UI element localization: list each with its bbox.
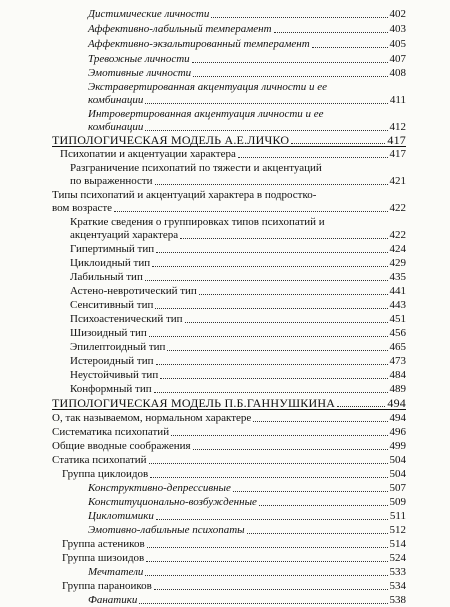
dot-leader <box>156 252 387 253</box>
toc-entry-title: Гипертимный тип <box>70 243 155 255</box>
dot-leader <box>155 184 388 185</box>
toc-entry[interactable] <box>70 243 406 256</box>
toc-entry[interactable] <box>70 341 406 354</box>
toc-entry-title: Группа астеников <box>62 538 145 550</box>
toc-entry-title: Типы психопатий и акцентуаций характера в подростко- <box>52 189 317 201</box>
toc-page-number: 451 <box>389 313 406 325</box>
toc-page-number: 403 <box>389 23 406 35</box>
toc-entry-title: Шизоидный тип <box>70 327 147 339</box>
toc-entry-title: Группа циклоидов <box>62 468 149 480</box>
toc-page-number: 509 <box>389 496 406 508</box>
toc-entry[interactable] <box>70 355 406 368</box>
dot-leader <box>274 32 388 33</box>
toc-entry-title: Мечтатели <box>88 566 144 578</box>
toc-entry[interactable] <box>60 148 406 161</box>
toc-page-number: 494 <box>389 412 406 424</box>
toc-entry[interactable] <box>88 38 406 51</box>
toc-page-number: 421 <box>389 175 406 187</box>
toc-entry[interactable] <box>70 369 406 382</box>
toc-entry[interactable] <box>88 94 406 107</box>
toc-page-number: 422 <box>389 202 406 214</box>
toc-entry-title: Психопатии и акцентуации характера <box>60 148 236 160</box>
toc-entry-title: Истероидный тип <box>70 355 154 367</box>
toc-entry-title: Интровертированная акцентуация личности и ее <box>88 108 324 120</box>
dot-leader <box>145 575 387 576</box>
toc-page-number: 412 <box>389 121 406 133</box>
toc-entry[interactable] <box>52 426 406 439</box>
toc-page-number: 499 <box>389 440 406 452</box>
toc-page-number: 465 <box>389 341 406 353</box>
toc-page-number: 407 <box>389 53 406 65</box>
toc-entry-title: Эмотивно-лабильные психопаты <box>88 524 245 536</box>
toc-entry-title: Тревожные личности <box>88 53 190 65</box>
dot-leader <box>247 533 388 534</box>
toc-entry[interactable] <box>70 313 406 326</box>
dot-leader <box>193 449 388 450</box>
dot-leader <box>199 294 388 295</box>
dot-leader <box>211 17 387 18</box>
dot-leader <box>154 589 388 590</box>
dot-leader <box>167 350 387 351</box>
dot-leader <box>152 266 387 267</box>
toc-entry[interactable] <box>70 299 406 312</box>
toc-entry-title: Астено-невротический тип <box>70 285 197 297</box>
toc-page-number: 417 <box>389 148 406 160</box>
dot-leader <box>155 308 387 309</box>
toc-page-number: 417 <box>387 133 406 147</box>
toc-entry[interactable] <box>88 566 406 579</box>
toc-entry[interactable] <box>70 271 406 284</box>
toc-entry-title: Дистимические личности <box>88 8 210 20</box>
toc-entry-title: Аффективно-лабильный темперамент <box>88 23 272 35</box>
toc-entry[interactable] <box>88 524 406 537</box>
toc-page-number: 408 <box>389 67 406 79</box>
toc-page-number: 496 <box>389 426 406 438</box>
dot-leader <box>154 392 388 393</box>
toc-entry[interactable] <box>88 67 406 80</box>
toc-page-number: 504 <box>389 468 406 480</box>
toc-entry[interactable] <box>52 454 406 467</box>
toc-page-number: 538 <box>389 594 406 606</box>
toc-entry[interactable] <box>70 229 406 242</box>
toc-page-number: 456 <box>389 327 406 339</box>
toc-entry[interactable] <box>70 383 406 396</box>
toc-page-number: 534 <box>389 580 406 592</box>
toc-page-number: 504 <box>389 454 406 466</box>
toc-entry[interactable] <box>52 440 406 453</box>
toc-entry-title: Фанатики <box>88 594 138 606</box>
dot-leader <box>149 463 388 464</box>
toc-entry-title: Экстравертированная акцентуация личности и ее <box>88 81 327 93</box>
dot-leader <box>160 378 387 379</box>
toc-entry-title: ТИПОЛОГИЧЕСКАЯ МОДЕЛЬ А.Е.ЛИЧКО <box>52 133 290 147</box>
toc-page-number: 524 <box>389 552 406 564</box>
toc-page-number: 484 <box>389 369 406 381</box>
dot-leader <box>193 76 387 77</box>
toc-entry[interactable] <box>62 468 406 481</box>
toc-entry[interactable] <box>70 285 406 298</box>
toc-entry-title: Конституционально-возбужденные <box>88 496 257 508</box>
toc-entry[interactable] <box>88 53 406 66</box>
toc-entry[interactable] <box>62 538 406 551</box>
toc-page-number: 411 <box>389 94 406 106</box>
toc-entry[interactable] <box>88 594 406 607</box>
dot-leader <box>253 421 387 422</box>
toc-page-number: 424 <box>389 243 406 255</box>
toc-page-number: 533 <box>389 566 406 578</box>
toc-entry-title: Циклотимики <box>88 510 154 522</box>
toc-entry[interactable] <box>52 202 406 215</box>
dot-leader <box>146 561 387 562</box>
toc-entry[interactable] <box>88 482 406 495</box>
toc-entry-title: Статика психопатий <box>52 454 147 466</box>
toc-entry-title: Эмотивные личности <box>88 67 192 79</box>
toc-entry-title: Систематика психопатий <box>52 426 170 438</box>
toc-entry-title: комбинации <box>88 121 144 133</box>
toc-entry-title: О, так называемом, нормальном характере <box>52 412 252 424</box>
toc-entry-title: Психоастенический тип <box>70 313 183 325</box>
toc-entry-title: по выраженности <box>70 175 153 187</box>
toc-page-number: 402 <box>389 8 406 20</box>
dot-leader <box>171 435 387 436</box>
toc-entry-title: ТИПОЛОГИЧЕСКАЯ МОДЕЛЬ П.Б.ГАННУШКИНА <box>52 396 336 410</box>
toc-page-number: 429 <box>389 257 406 269</box>
dot-leader <box>145 130 387 131</box>
toc-page-number: 422 <box>389 229 406 241</box>
dot-leader <box>259 505 388 506</box>
toc-page-number: 489 <box>389 383 406 395</box>
toc-entry-title: Группа шизоидов <box>62 552 145 564</box>
toc-entry[interactable] <box>62 552 406 565</box>
toc-entry[interactable] <box>70 216 406 229</box>
toc-entry[interactable] <box>70 162 406 175</box>
toc-entry[interactable] <box>88 108 406 121</box>
dot-leader <box>150 477 387 478</box>
toc-entry-title: Краткие сведения о группировках типов психопатий и <box>70 216 325 228</box>
toc-entry[interactable] <box>62 580 406 593</box>
dot-leader <box>156 364 388 365</box>
section-divider <box>52 409 406 410</box>
toc-entry-title: Общие вводные соображения <box>52 440 191 452</box>
dot-leader <box>291 143 385 144</box>
toc-page-number: 511 <box>389 510 406 522</box>
toc-entry[interactable] <box>88 81 406 94</box>
toc-entry-title: Разграничение психопатий по тяжести и акцентуаций <box>70 162 322 174</box>
toc-page-number: 443 <box>389 299 406 311</box>
toc-entry[interactable] <box>70 257 406 270</box>
toc-entry[interactable] <box>88 510 406 523</box>
toc-entry-title: Неустойчивый тип <box>70 369 159 381</box>
toc-page-number: 512 <box>389 524 406 536</box>
toc-entry[interactable] <box>88 8 406 21</box>
dot-leader <box>156 519 388 520</box>
toc-entry-title: Группа параноиков <box>62 580 152 592</box>
toc-entry-title: Лабильный тип <box>70 271 143 283</box>
toc-page-number: 435 <box>389 271 406 283</box>
toc-page-number: 473 <box>389 355 406 367</box>
dot-leader <box>147 547 388 548</box>
toc-entry-title: Циклоидный тип <box>70 257 151 269</box>
toc-entry[interactable] <box>70 175 406 188</box>
dot-leader <box>180 238 387 239</box>
toc-entry-title: акцентуаций характера <box>70 229 179 241</box>
toc-entry[interactable] <box>70 327 406 340</box>
dot-leader <box>149 336 388 337</box>
toc-page-number: 441 <box>389 285 406 297</box>
dot-leader <box>145 103 388 104</box>
dot-leader <box>185 322 388 323</box>
section-divider <box>52 146 406 147</box>
toc-entry[interactable] <box>88 496 406 509</box>
toc-entry-title: Конформный тип <box>70 383 152 395</box>
dot-leader <box>192 62 388 63</box>
toc-entry[interactable] <box>52 189 406 202</box>
toc-entry-title: Эпилептоидный тип <box>70 341 166 353</box>
dot-leader <box>145 280 388 281</box>
dot-leader <box>139 603 387 604</box>
dot-leader <box>238 157 388 158</box>
toc-entry-title: комбинации <box>88 94 144 106</box>
toc-page-number: 405 <box>389 38 406 50</box>
toc-entry-title: Аффективно-экзальтированный темперамент <box>88 38 310 50</box>
toc-entry[interactable] <box>88 23 406 36</box>
dot-leader <box>312 47 388 48</box>
toc-page-number: 494 <box>387 396 406 410</box>
toc-page-number: 514 <box>389 538 406 550</box>
toc-entry-title: Конструктивно-депрессивные <box>88 482 231 494</box>
toc-page-number: 507 <box>389 482 406 494</box>
dot-leader <box>114 211 387 212</box>
toc-entry-title: вом возрасте <box>52 202 113 214</box>
dot-leader <box>337 406 385 407</box>
dot-leader <box>233 491 388 492</box>
toc-entry[interactable] <box>52 412 406 425</box>
toc-entry-title: Сенситивный тип <box>70 299 154 311</box>
